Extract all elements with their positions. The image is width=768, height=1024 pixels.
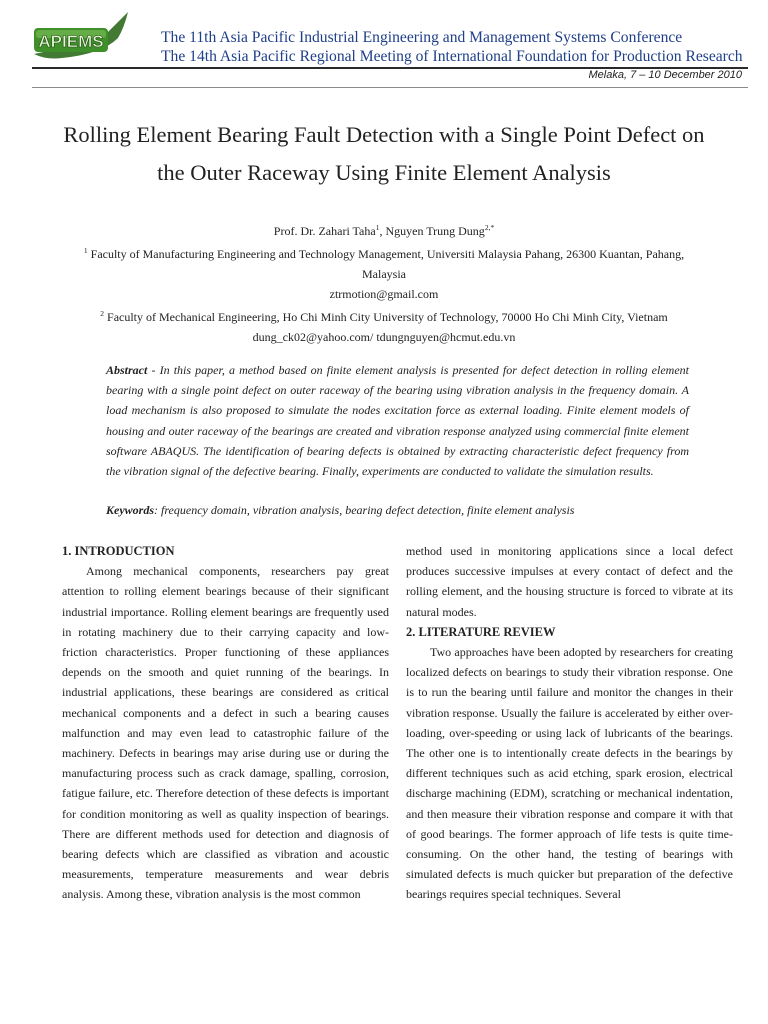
title-line-2: the Outer Raceway Using Finite Element Analysis: [157, 160, 611, 185]
abstract: [106, 360, 689, 481]
abstract-text: - In this paper, a method based on finite element analysis is presented for defect detection in rolling element bearing with a single point defect on outer raceway of the bearing using vibration analysis in the frequency domain. A load mechanism is also proposed to simulate the nodes excitation force as external loading. Finite element models of housing and outer raceway of the bearings are created and vibration response analyzed using commercial finite element software ABAQUS. The identification of bearing defects is obtained by extracting characteristic defect frequency from the vibration signal of the defective bearing. Finally, experiments are conducted to validate the simulation results.: [106, 363, 689, 479]
affiliation-2-text: Faculty of Mechanical Engineering, Ho Chi Minh City University of Technology, 70000 Ho Chi Minh City, Vietnam: [104, 310, 668, 324]
author-1: Prof. Dr. Zahari Taha: [273, 224, 376, 238]
section-2-paragraph: Two approaches have been adopted by researchers for creating localized defects on bearings to study their vibration response. One is to run the bearing until failure and monitor the changes in their vibration response. Usually the failure is accelerated by either over-loading, over-speeding or using lack of lubricants of the bearings. The other one is to intentionally create defects in the bearings by different techniques such as acid etching, spark erosion, electrical discharge machining (EDM), scratching or mechanical indentation, and then measure their vibration response and compare it with that of good bearings. The former approach of life tests is quite time-consuming. On the other hand, the testing of bearings with simulated defects is much quicker but preparation of the defective bearings requires special techniques. Several: [406, 645, 733, 902]
author-1-sup: 1: [375, 223, 380, 232]
affiliation-2-sup: 2: [100, 309, 105, 318]
keywords-label: Keywords: [106, 503, 154, 517]
affiliation-1-line-1: Faculty of Manufacturing Engineering and Technology Management, Universiti Malaysia Pahang, 26300 Kuantan, Pahang,: [87, 247, 685, 261]
section-1-heading: 1. INTRODUCTION: [62, 544, 175, 558]
title-line-1: Rolling Element Bearing Fault Detection with a Single Point Defect on: [63, 122, 705, 147]
affiliation-1: [40, 241, 728, 264]
author-2: Nguyen Trung Dung: [385, 224, 485, 238]
author-separator: ,: [379, 224, 386, 238]
section-2-heading: 2. LITERATURE REVIEW: [406, 624, 556, 639]
keywords: [106, 500, 689, 520]
logo-wordmark: APIEMS: [38, 32, 104, 51]
keywords-text: : frequency domain, vibration analysis, bearing defect detection, finite element analysis: [154, 503, 575, 517]
venue-date: Melaka, 7 – 10 December 2010: [588, 69, 742, 81]
conference-line-2: The 14th Asia Pacific Regional Meeting of International Foundation for Production Research: [161, 48, 743, 65]
affiliation-2: [40, 304, 728, 327]
apiems-logo: [32, 8, 132, 66]
left-column: [62, 541, 389, 905]
venue-rule: [32, 87, 748, 88]
author-block: [40, 218, 728, 347]
abstract-label: Abstract: [106, 363, 148, 377]
email-1: ztrmotion@gmail.com: [329, 287, 439, 301]
section-1-continuation: method used in monitoring applications since a local defect produces successive impulses at every contact of defect and the rolling element, and the housing structure is forced to vibrate at its natural modes.: [406, 544, 733, 619]
affiliation-1-sup: 1: [83, 246, 88, 255]
affiliation-1-line-2: Malaysia: [362, 267, 406, 281]
paper-title: [36, 116, 732, 192]
author-2-sup: 2,*: [484, 223, 495, 232]
right-column: [406, 541, 733, 905]
conference-name: [161, 28, 743, 66]
conference-header: [32, 8, 748, 68]
author-names: [40, 218, 728, 241]
section-1-paragraph: Among mechanical components, researchers pay great attention to rolling element bearings because of their significant industrial importance. Rolling element bearings are frequently used in rotating machinery due to their carrying capacity and low-friction characteristics. Proper functioning of these appliances depends on the smooth and quiet running of the bearings. In industrial applications, these bearings are considered as critical mechanical components and a defect in such a bearing causes malfunction and may even lead to catastrophic failure of the machinery. Defects in bearings may arise during use or during the manufacturing process such as crack damage, spalling, corrosion, fatigue failure, etc. Therefore detection of these defects is important for condition monitoring as well as quality inspection of bearings. There are different methods used for detection and diagnosis of bearing defects which are classified as vibration and acoustic measurements, temperature measurements and wear debris analysis. Among these, vibration analysis is the most common: [62, 564, 389, 902]
conference-line-1: The 11th Asia Pacific Industrial Engineering and Management Systems Conference: [161, 29, 683, 46]
email-2: dung_ck02@yahoo.com/ tdungnguyen@hcmut.edu.vn: [252, 330, 516, 344]
